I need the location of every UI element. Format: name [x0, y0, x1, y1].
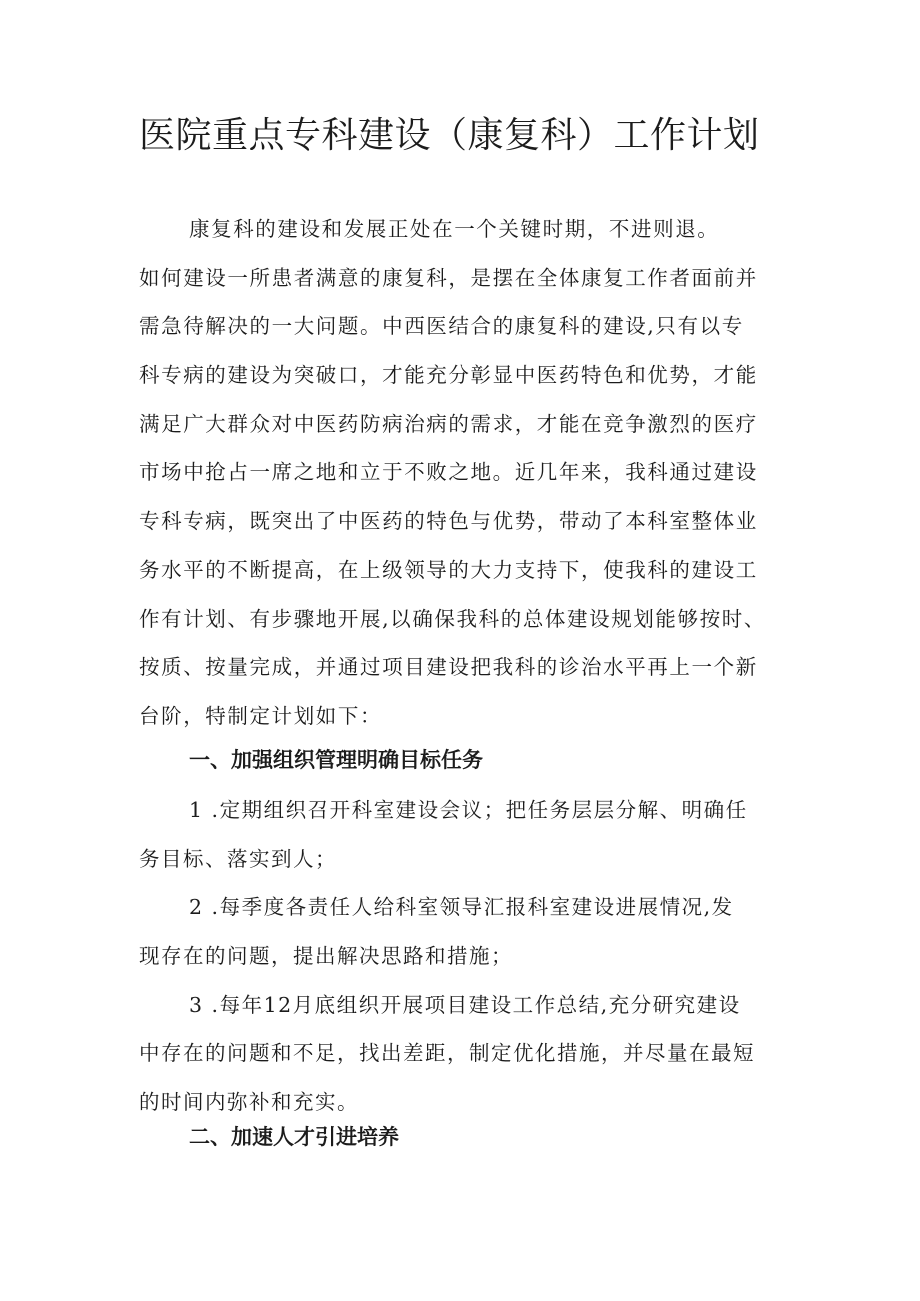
section-1-items — [139, 786, 799, 1127]
paragraph-line: 康复科的建设和发展正处在一个关键时期，不进则退。 — [189, 217, 720, 241]
paragraph-line: 台阶，特制定计划如下： — [139, 703, 383, 728]
paragraph-line: 市场中抢占一席之地和立于不败之地。近几年来，我科通过建设 — [139, 460, 758, 485]
paragraph-line: 作有计划、有步骤地开展,以确保我科的总体建设规划能够按时、 — [139, 606, 766, 631]
intro-paragraph — [139, 205, 799, 741]
list-item-line: 2 .每季度各责任人给科室领导汇报科室建设进展情况,发 — [189, 895, 734, 920]
paragraph-line: 需急待解决的一大问题。中西医结合的康复科的建设,只有以专 — [139, 314, 744, 339]
section-heading-2: 二、加速人才引进培养 — [189, 1125, 399, 1149]
paragraph-line: 如何建设一所患者满意的康复科，是摆在全体康复工作者面前并 — [139, 265, 758, 290]
list-item-line: 的时间内弥补和充实。 — [139, 1090, 359, 1115]
list-item-line: 1 .定期组织召开科室建设会议；把任务层层分解、明确任 — [189, 798, 748, 822]
paragraph-line: 务水平的不断提高，在上级领导的大力支持下，使我科的建设工 — [139, 557, 758, 582]
paragraph-line: 按质、按量完成，并通过项目建设把我科的诊治水平再上一个新 — [139, 655, 758, 680]
list-item-line: 中存在的问题和不足，找出差距，制定优化措施，并尽量在最短 — [139, 1041, 755, 1066]
paragraph-line: 专科专病，既突出了中医药的特色与优势，带动了本科室整体业 — [139, 509, 758, 534]
section-heading-1: 一、加强组织管理明确目标任务 — [189, 748, 483, 772]
paragraph-line: 科专病的建设为突破口，才能充分彰显中医药特色和优势，才能 — [139, 363, 758, 388]
list-item-line: 现存在的问题，提出解决思路和措施； — [139, 944, 513, 969]
list-item-line: 3 .每年12月底组织开展项目建设工作总结,充分研究建设 — [189, 992, 741, 1017]
paragraph-line: 满足广大群众对中医药防病治病的需求，才能在竞争激烈的医疗 — [139, 411, 758, 436]
document-title: 医院重点专科建设（康复科）工作计划 — [139, 115, 760, 156]
list-item-line: 务目标、落实到人； — [139, 846, 337, 871]
